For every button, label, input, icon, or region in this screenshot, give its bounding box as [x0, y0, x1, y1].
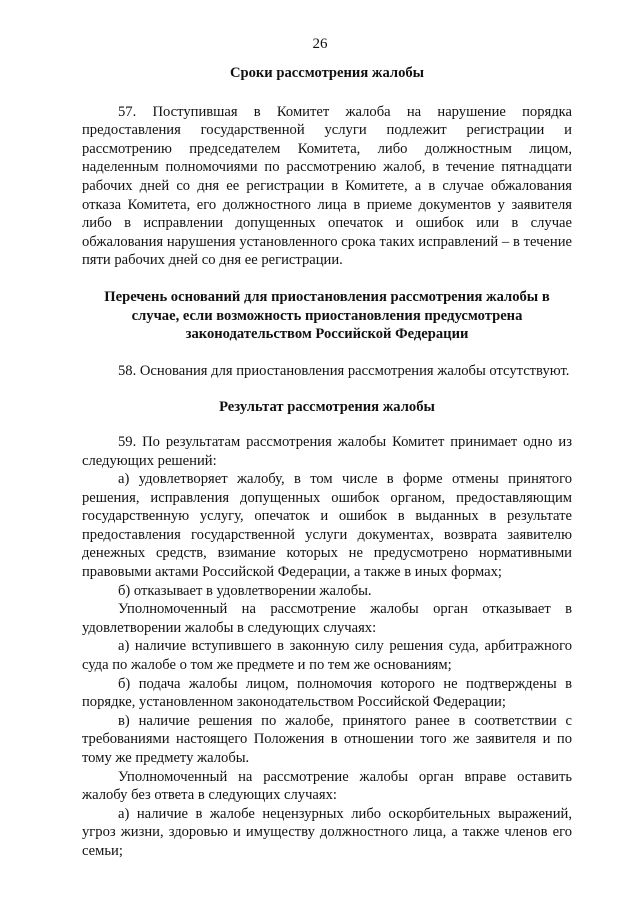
section-title-suspension-grounds: Перечень оснований для приостановления рассмотрения жалобы в случае, если возможность приостановления предусмотрена законодательством Российской Федерации: [104, 288, 550, 343]
page-content: [82, 64, 572, 861]
paragraph-refusal-a: а) наличие вступившего в законную силу решения суда, арбитражного суда по жалобе о том же предмете и по тем же основаниям;: [82, 638, 572, 674]
section-title-result: Результат рассмотрения жалобы: [219, 399, 435, 416]
paragraph-refusal-cases: Уполномоченный на рассмотрение жалобы орган отказывает в удовлетворении жалобы в следующих случаях:: [82, 601, 572, 636]
page-number: 26: [312, 36, 328, 52]
paragraph-58: 58. Основания для приостановления рассмотрения жалобы отсутствуют.: [118, 362, 570, 379]
section-title-deadlines: Сроки рассмотрения жалобы: [229, 65, 425, 81]
paragraph-59-a: а) удовлетворяет жалобу, в том числе в форме отмены принятого решения, исправления допущенных ошибок органом, предоставляющим государственную услугу, опечаток и ошибок в выданных в результате предоставления государственной услуги документах, возврата заявителю денежных средств, взимание которых не предусмотрено нормативными правовыми актами Российской Федерации, а также в иных формах;: [82, 471, 572, 581]
paragraph-59: 59. По результатам рассмотрения жалобы Комитет принимает одно из следующих решений:: [82, 433, 572, 469]
paragraph-57: 57. Поступившая в Комитет жалоба на нарушение порядка предоставления государственной услуги подлежит регистрации и рассмотрению председателем Комитета, либо должностным лицом, наделенным полномочиями по рассмотрению жалоб, в течение пятнадцати рабочих дней со дня ее регистрации в Комитете, а в случае обжалования отказа Комитета, его должностного лица в приеме документов у заявителя либо в исправлении допущенных опечаток и ошибок или в случае обжалования нарушения установленного срока таких исправлений – в течение пяти рабочих дней со дня ее регистрации.: [82, 103, 572, 269]
paragraph-refusal-b: б) подача жалобы лицом, полномочия которого не подтверждены в порядке, установленном законодательством Российской Федерации;: [82, 675, 572, 711]
paragraph-no-answer-cases: Уполномоченный на рассмотрение жалобы орган вправе оставить жалобу без ответа в следующих случаях:: [82, 768, 572, 804]
paragraph-59-b: б) отказывает в удовлетворении жалобы.: [118, 582, 372, 599]
paragraph-no-answer-a: а) наличие в жалобе нецензурных либо оскорбительных выражений, угроз жизни, здоровью и имуществу должностного лица, а также членов его семьи;: [82, 805, 572, 859]
paragraph-refusal-c: в) наличие решения по жалобе, принятого ранее в соответствии с требованиями настоящего Положения в отношении того же заявителя и по тому же предмету жалобы.: [82, 712, 572, 766]
